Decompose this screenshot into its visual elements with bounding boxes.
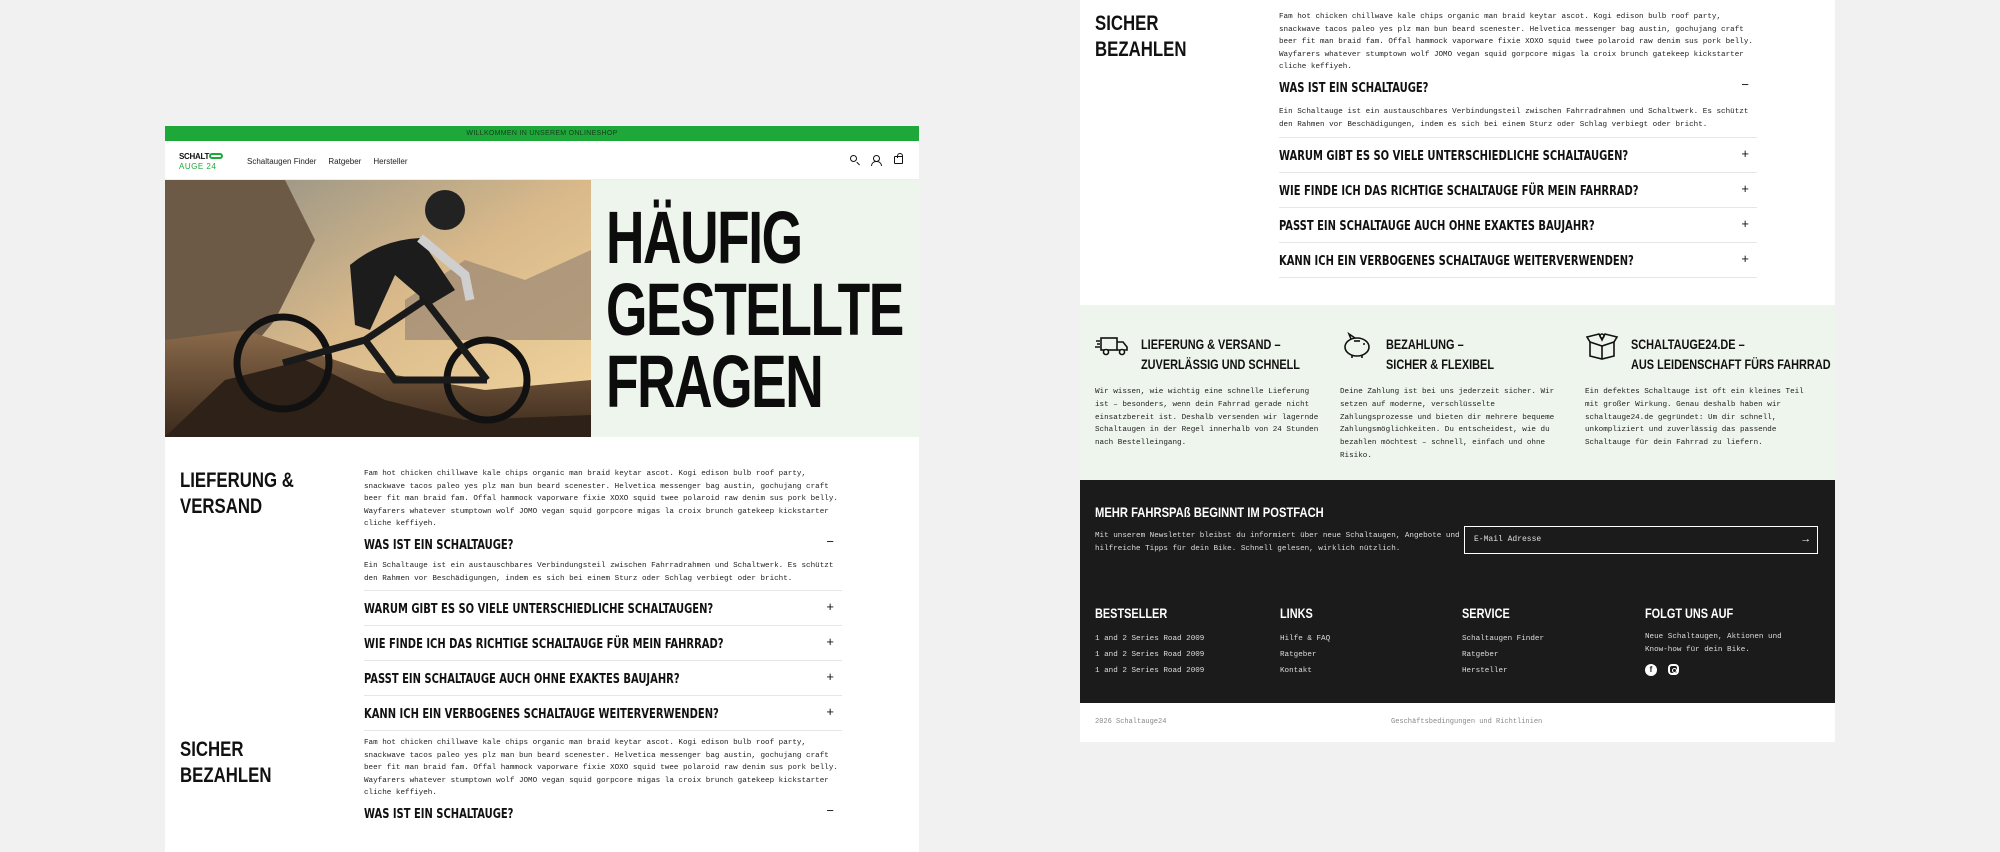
faq-item[interactable] xyxy=(1279,173,1757,208)
footer-col-links xyxy=(1280,605,1330,679)
newsletter-text: Mit unserem Newsletter bleibst du informiert über neue Schaltaugen, Angebote und hilfreiche Tipps für dein Bike. Schnell gelesen, wirklich nützlich. xyxy=(1095,532,1460,553)
benefit-title: LIEFERUNG & VERSAND – ZUVERLÄSSIG UND SCHNELL xyxy=(1141,336,1300,372)
section-title-shipping: LIEFERUNG & VERSAND xyxy=(180,469,294,518)
faq-list xyxy=(1279,72,1757,278)
faq-item[interactable] xyxy=(1279,138,1757,173)
footer-link[interactable]: 1 and 2 Series Road 2009 xyxy=(1095,635,1205,643)
wrench-icon xyxy=(209,153,223,159)
footer-col-title: BESTSELLER xyxy=(1095,605,1168,621)
footer-col-service xyxy=(1462,605,1544,679)
faq-item[interactable] xyxy=(364,661,842,696)
benefit-text: Deine Zahlung ist bei uns jederzeit sicher. Wir setzen auf moderne, verschlüsselte Zahlungsprozesse und bieten dir mehrere bequeme Zahlungsmöglichkeiten. Du entscheidest, wie du bezahlen möchtest – schnell, einfach und ohne Risiko. xyxy=(1340,388,1555,460)
faq-question[interactable]: WIE FINDE ICH DAS RICHTIGE SCHALTAUGE FÜR MEIN FAHRRAD? xyxy=(364,636,724,652)
expand-icon[interactable]: + xyxy=(826,600,834,615)
faq-question[interactable]: WARUM GIBT ES SO VIELE UNTERSCHIEDLICHE SCHALTAUGEN? xyxy=(1279,148,1629,164)
section-payment xyxy=(165,737,919,852)
footer-link[interactable]: Hersteller xyxy=(1462,667,1508,675)
footer-follow-text: Neue Schaltaugen, Aktionen und Know-how für dein Bike. xyxy=(1645,633,1782,654)
copyright: 2026 Schaltauge24 xyxy=(1095,718,1167,726)
page-preview-bottom xyxy=(1080,0,1835,742)
piggy-bank-icon xyxy=(1340,330,1374,360)
hero-title: HÄUFIG GESTELLTE FRAGEN xyxy=(606,196,903,423)
logo-line2: AUGE 24 xyxy=(179,162,217,171)
truck-icon xyxy=(1095,330,1129,360)
faq-question[interactable]: WAS IST EIN SCHALTAUGE? xyxy=(1279,80,1429,96)
faq-item[interactable] xyxy=(364,591,842,626)
main-nav xyxy=(247,157,408,166)
section-shipping xyxy=(165,437,919,737)
hero-image-mountain-biker xyxy=(165,180,591,437)
footer-col-bestseller xyxy=(1095,605,1204,679)
footer-link[interactable]: Hilfe & FAQ xyxy=(1280,635,1331,643)
footer-col-follow xyxy=(1645,605,1795,676)
cart-icon[interactable] xyxy=(894,156,903,164)
faq-item[interactable] xyxy=(1279,72,1757,138)
expand-icon[interactable]: + xyxy=(826,705,834,720)
expand-icon[interactable]: + xyxy=(826,635,834,650)
faq-question[interactable]: WARUM GIBT ES SO VIELE UNTERSCHIEDLICHE SCHALTAUGEN? xyxy=(364,601,714,617)
section-intro-text: Fam hot chicken chillwave kale chips organic man braid keytar ascot. Kogi edison bulb roof party, snackwave tacos paleo yes plz man bun beard scenester. Helvetica messenger bag austin, gochujang craft beer fit man braid fam. Offal hammock vaporware fixie XOXO squid twee polaroid raw denim sus pork belly. Wayfarers whatever stumptown wolf JOMO vegan squid gorpcore migas la croix brunch gatekeep kickstarter cliche keffiyeh. xyxy=(1279,13,1753,71)
faq-question[interactable]: PASST EIN SCHALTAUGE AUCH OHNE EXAKTES BAUJAHR? xyxy=(1279,218,1595,234)
footer-col-title: LINKS xyxy=(1280,605,1313,621)
collapse-icon[interactable]: − xyxy=(826,535,834,550)
header-nav xyxy=(165,141,919,180)
nav-link-finder[interactable]: Schaltaugen Finder xyxy=(247,157,317,166)
arrow-right-icon[interactable]: → xyxy=(1802,534,1809,546)
faq-answer: Ein Schaltauge ist ein austauschbares Verbindungsteil zwischen Fahrradrahmen und Schaltwerk. Es schützt den Rahmen vor Beschädigungen, indem es sich bei einem Sturz oder Schlag verbiegt oder bricht. xyxy=(364,562,834,583)
faq-question[interactable]: KANN ICH EIN VERBOGENES SCHALTAUGE WEITERVERWENDEN? xyxy=(1279,253,1634,269)
footer-link[interactable]: Schaltaugen Finder xyxy=(1462,635,1545,643)
facebook-icon[interactable]: f xyxy=(1645,664,1657,676)
nav-link-hersteller[interactable]: Hersteller xyxy=(373,157,408,166)
expand-icon[interactable]: + xyxy=(1741,182,1749,197)
faq-item[interactable] xyxy=(364,696,842,731)
instagram-icon[interactable] xyxy=(1668,664,1679,675)
benefit-title: SCHALTAUGE24.DE – AUS LEIDENSCHAFT FÜRS FAHRRAD xyxy=(1631,336,1831,372)
benefit-title: BEZAHLUNG – SICHER & FLEXIBEL xyxy=(1386,336,1495,372)
faq-question[interactable]: KANN ICH EIN VERBOGENES SCHALTAUGE WEITERVERWENDEN? xyxy=(364,706,719,722)
account-icon[interactable] xyxy=(871,155,880,164)
expand-icon[interactable]: + xyxy=(1741,217,1749,232)
faq-question[interactable]: WAS IST EIN SCHALTAUGE? xyxy=(364,537,514,553)
collapse-icon[interactable]: − xyxy=(1741,78,1749,93)
benefits-band xyxy=(1080,305,1835,480)
logo[interactable] xyxy=(179,152,227,174)
hero xyxy=(165,180,919,437)
faq-item[interactable] xyxy=(364,529,842,591)
footer xyxy=(1080,480,1835,703)
newsletter-email-input[interactable] xyxy=(1464,526,1818,554)
faq-question[interactable]: WAS IST EIN SCHALTAUGE? xyxy=(364,806,514,822)
faq-item[interactable] xyxy=(1279,208,1757,243)
footer-col-title: SERVICE xyxy=(1462,605,1510,621)
box-icon xyxy=(1585,330,1619,360)
benefit-text: Wir wissen, wie wichtig eine schnelle Lieferung ist – besonders, wenn dein Fahrrad gerade nicht einsatzbereit ist. Deshalb versenden wir lagernde Schaltaugen in der Regel innerhalb von 24 Stunden nach Bestelleingang. xyxy=(1095,388,1319,448)
header-icons xyxy=(850,155,903,164)
announcement-bar: WILLKOMMEN IN UNSEREM ONLINESHOP xyxy=(165,126,919,141)
nav-link-ratgeber[interactable]: Ratgeber xyxy=(328,157,362,166)
footer-link[interactable]: Ratgeber xyxy=(1280,651,1317,659)
footer-link[interactable]: 1 and 2 Series Road 2009 xyxy=(1095,651,1205,659)
footer-col-title: FOLGT UNS AUF xyxy=(1645,605,1734,621)
legal-link[interactable]: Geschäftsbedingungen und Richtlinien xyxy=(1391,718,1543,726)
faq-list xyxy=(364,529,842,731)
email-placeholder: E-Mail Adresse xyxy=(1474,535,1542,544)
section-intro-text: Fam hot chicken chillwave kale chips organic man braid keytar ascot. Kogi edison bulb roof party, snackwave tacos paleo yes plz man bun beard scenester. Helvetica messenger bag austin, gochujang craft beer fit man braid fam. Offal hammock vaporware fixie XOXO squid twee polaroid raw denim sus pork belly. Wayfarers whatever stumptown wolf JOMO vegan squid gorpcore migas la croix brunch gatekeep kickstarter cliche keffiyeh. xyxy=(364,739,838,797)
faq-question[interactable]: WIE FINDE ICH DAS RICHTIGE SCHALTAUGE FÜR MEIN FAHRRAD? xyxy=(1279,183,1639,199)
faq-item[interactable] xyxy=(364,626,842,661)
section-title-payment: SICHER BEZAHLEN xyxy=(180,738,272,787)
section-payment xyxy=(1080,0,1835,305)
section-title-payment: SICHER BEZAHLEN xyxy=(1095,12,1187,61)
page-preview-top xyxy=(165,126,919,852)
footer-link[interactable]: 1 and 2 Series Road 2009 xyxy=(1095,667,1205,675)
logo-line1: SCHALT xyxy=(179,152,210,161)
benefit-text: Ein defektes Schaltauge ist oft ein kleines Teil mit großer Wirkung. Genau deshalb haben wir schaltauge24.de gegründet: Um dir schnell, unkompliziert und zuverlässig das passende Schaltauge für dein Fahrrad zu liefern. xyxy=(1585,388,1804,448)
social-links xyxy=(1645,664,1795,676)
faq-question[interactable]: PASST EIN SCHALTAUGE AUCH OHNE EXAKTES BAUJAHR? xyxy=(364,671,680,687)
section-intro-text: Fam hot chicken chillwave kale chips organic man braid keytar ascot. Kogi edison bulb roof party, snackwave tacos paleo yes plz man bun beard scenester. Helvetica messenger bag austin, gochujang craft beer fit man braid fam. Offal hammock vaporware fixie XOXO squid twee polaroid raw denim sus pork belly. Wayfarers whatever stumptown wolf JOMO vegan squid gorpcore migas la croix brunch gatekeep kickstarter cliche keffiyeh. xyxy=(364,470,838,528)
faq-answer: Ein Schaltauge ist ein austauschbares Verbindungsteil zwischen Fahrradrahmen und Schaltwerk. Es schützt den Rahmen vor Beschädigungen, indem es sich bei einem Sturz oder Schlag verbiegt oder bricht. xyxy=(1279,108,1749,129)
footer-link[interactable]: Ratgeber xyxy=(1462,651,1499,659)
footer-link[interactable]: Kontakt xyxy=(1280,667,1312,675)
search-icon[interactable] xyxy=(850,155,857,162)
expand-icon[interactable]: + xyxy=(826,670,834,685)
faq-item[interactable] xyxy=(364,798,842,852)
newsletter-title: MEHR FAHRSPAß BEGINNT IM POSTFACH xyxy=(1095,504,1324,520)
expand-icon[interactable]: + xyxy=(1741,252,1749,267)
expand-icon[interactable]: + xyxy=(1741,147,1749,162)
faq-list xyxy=(364,798,842,852)
collapse-icon[interactable]: − xyxy=(826,804,834,819)
faq-item[interactable] xyxy=(1279,243,1757,278)
